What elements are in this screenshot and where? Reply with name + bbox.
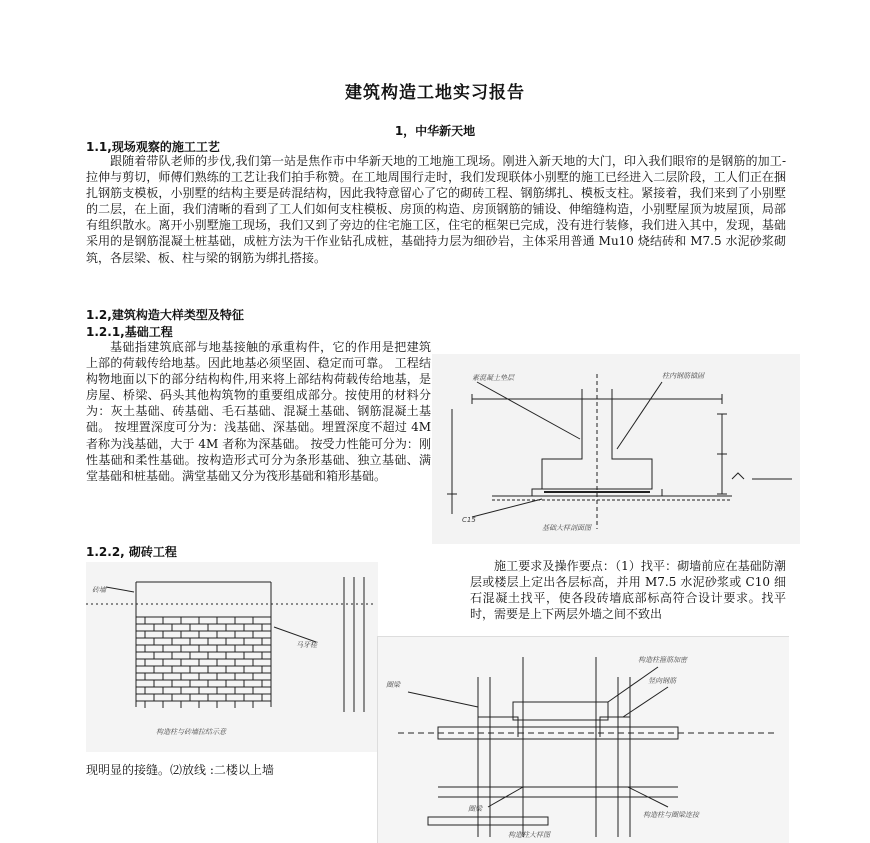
section-1-2-2-paragraph: 施工要求及操作要点：（1）找平：砌墙前应在基础防潮层或楼层上定出各层标高，并用 M7.5 水泥砂浆或 C10 细石混凝土找平，使各段砖墙底部标高符合设计要求。找平时，需要是上下两层外墙之间不致出 bbox=[470, 559, 786, 622]
svg-text:竖向钢筋: 竖向钢筋 bbox=[648, 677, 676, 685]
section-1-2-1-paragraph: 基础指建筑底部与地基接触的承重构件，它的作用是把建筑上部的荷载传给地基。因此地基必须坚固、稳定而可靠。 工程结构物地面以下的部分结构构件,用来将上部结构荷载传给地基，是房屋、桥梁、码头其他构筑物的重要组成部分。按使用的材料分为：灰土基础、砖基础、毛石基础、混凝土基础、钢筋混凝土基础。 按埋置深度可分为：浅基础、深基础。埋置深度不超过 4M 者称为浅基础，大于 4M 者称为深基础。 按受力性能可分为：刚性基础和柔性基础。按构造形式可分为条形基础、独立基础、满堂基础和桩基础。满堂基础又分为筏形基础和箱形基础。 bbox=[86, 340, 431, 483]
foundation-sketch-figure bbox=[432, 354, 800, 544]
brick-wall-sketch-icon bbox=[86, 562, 378, 752]
svg-text:构造柱与砖墙拉结示意: 构造柱与砖墙拉结示意 bbox=[156, 728, 226, 736]
column-joint-sketch-figure bbox=[377, 636, 789, 843]
svg-text:柱内钢筋锚固: 柱内钢筋锚固 bbox=[662, 372, 704, 380]
section-1-2-1-heading: 1.2.1,基础工程 bbox=[86, 325, 173, 339]
svg-text:素混凝土垫层: 素混凝土垫层 bbox=[472, 374, 514, 382]
svg-text:砖墙: 砖墙 bbox=[92, 586, 106, 594]
svg-text:构造柱箍筋加密: 构造柱箍筋加密 bbox=[638, 656, 687, 664]
page-subtitle: 1，中华新天地 bbox=[394, 124, 476, 138]
page-title: 建筑构造工地实习报告 bbox=[345, 83, 525, 103]
svg-text:C15: C15 bbox=[462, 516, 476, 524]
section-1-1-paragraph: 跟随着带队老师的步伐,我们第一站是焦作市中华新天地的工地施工现场。刚进入新天地的大门，印入我们眼帘的是钢筋的加工-拉伸与剪切，师傅们熟练的工艺让我们拍手称赞。在工地周围行走时，我们发现联体小别墅的施工已经进入二层阶段，工人们正在捆扎钢筋支模板，小别墅的结构主要是砖混结构，因此我特意留心了它的砌砖工程、钢筋绑扎、模板支柱。紧接着，我们来到了小别墅的二层，在上面，我们清晰的看到了工人们如何支柱模板、房顶的构造、房顶钢筋的铺设、伸缩缝构造，小别墅屋顶为坡屋顶，局部有组织散水。离开小别墅施工现场，我们又到了旁边的住宅施工区，住宅的框架已完成，没有进行装修，我们进入其中，发现，基础采用的是钢筋混凝土桩基础，成桩方法为干作业钻孔成桩，基础持力层为细砂岩，主体采用普通 Mu10 烧结砖和 M7.5 水泥砂浆砌筑，各层梁、板、柱与梁的钢筋为绑扎搭接。 bbox=[86, 154, 786, 265]
svg-text:构造柱与圈梁连接: 构造柱与圈梁连接 bbox=[643, 811, 699, 819]
brick-wall-sketch-figure bbox=[86, 562, 378, 752]
section-1-2-2-heading: 1.2.2, 砌砖工程 bbox=[86, 545, 177, 559]
svg-text:马牙槎: 马牙槎 bbox=[296, 641, 317, 649]
svg-text:圈梁: 圈梁 bbox=[386, 681, 400, 689]
section-1-2-2-continuation: 现明显的接缝。⑵放线 :二楼以上墙 bbox=[86, 763, 274, 777]
svg-text:基础大样剖面图: 基础大样剖面图 bbox=[542, 524, 591, 532]
foundation-sketch-icon bbox=[432, 354, 800, 544]
svg-text:构造柱大样图: 构造柱大样图 bbox=[508, 831, 550, 839]
svg-text:圈梁: 圈梁 bbox=[468, 805, 482, 813]
section-1-2-heading: 1.2,建筑构造大样类型及特征 bbox=[86, 308, 244, 322]
column-joint-sketch-icon bbox=[378, 637, 789, 843]
section-1-1-heading: 1.1,现场观察的施工工艺 bbox=[86, 140, 220, 154]
